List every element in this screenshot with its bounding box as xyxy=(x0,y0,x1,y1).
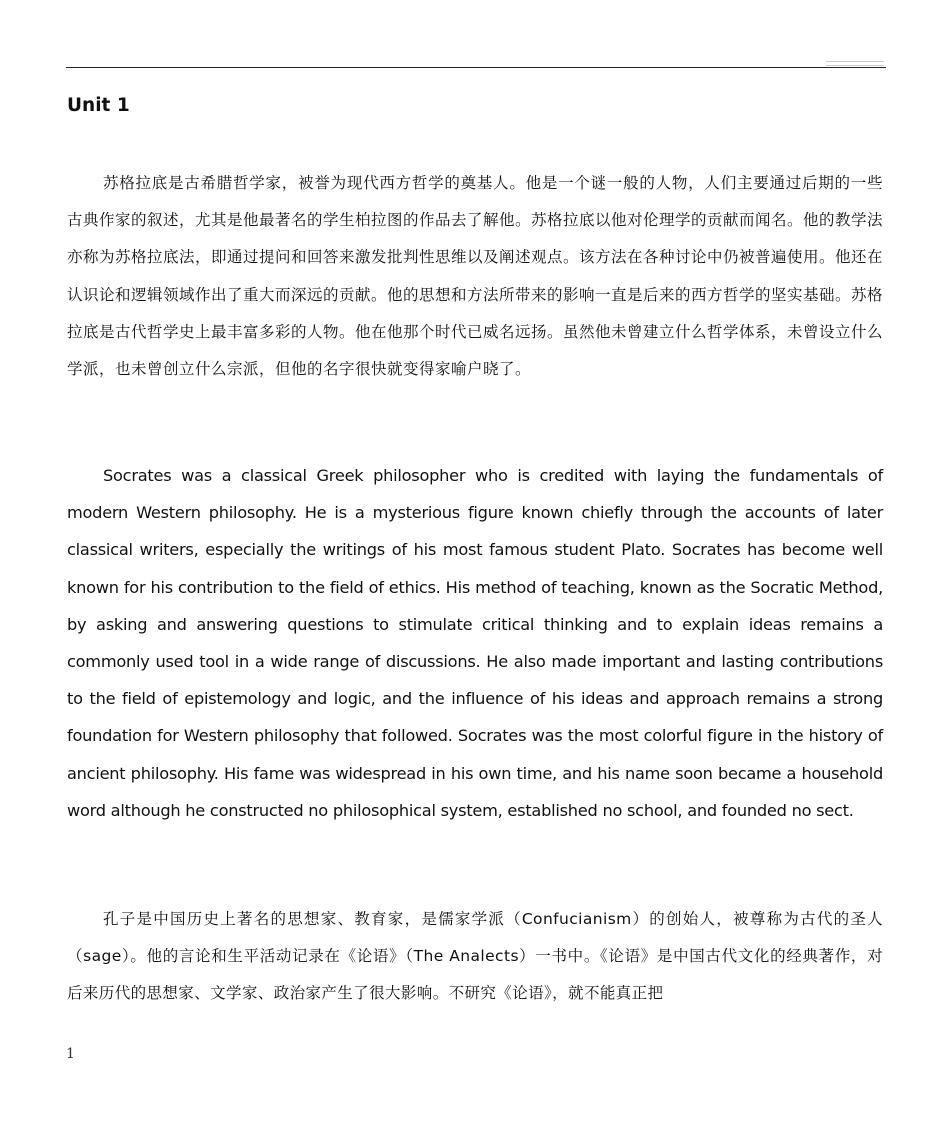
paragraph-socrates-english: Socrates was a classical Greek philosopher who is credited with laying the fundamentals of modern Western philosophy. He is a mysterious figure known chiefly through the accounts of later classical writers, especially the writings of his most famous student Plato. Socrates has become well known for his contribution to the field of ethics. His method of teaching, known as the Socratic Method, by asking and answering questions to stimulate critical thinking and to explain ideas remains a commonly used tool in a wide range of discussions. He also made important and lasting contributions to the field of epistemology and logic, and the influence of his ideas and approach remains a strong foundation for Western philosophy that followed. Socrates was the most colorful figure in the history of ancient philosophy. His fame was widespread in his own time, and his name soon became a household word although he constructed no philosophical system, established no school, and founded no sect. xyxy=(67,466,883,820)
paragraph-socrates-chinese: 苏格拉底是古希腊哲学家，被誉为现代西方哲学的奠基人。他是一个谜一般的人物，人们主要通过后期的一些古典作家的叙述，尤其是他最著名的学生柏拉图的作品去了解他。苏格拉底以他对伦理学的贡献而闻名。他的教学法亦称为苏格拉底法，即通过提问和回答来激发批判性思维以及阐述观点。该方法在各种讨论中仍被普遍使用。他还在认识论和逻辑领域作出了重大而深远的贡献。他的思想和方法所带来的影响一直是后来的西方哲学的坚实基础。苏格拉底是古代哲学史上最丰富多彩的人物。他在他那个时代已威名远扬。虽然他未曾建立什么哲学体系，未曾设立什么学派，也未曾创立什么宗派，但他的名字很快就变得家喻户晓了。 xyxy=(67,174,884,379)
page-number: 1 xyxy=(66,1046,75,1062)
unit-title: Unit 1 xyxy=(67,95,130,116)
paragraph-confucius-chinese: 孔子是中国历史上著名的思想家、教育家，是儒家学派（Confucianism）的创始人，被尊称为古代的圣人（sage）。他的言论和生平活动记录在《论语》（The Analects）一书中。《论语》是中国古代文化的经典著作，对后来历代的思想家、文学家、政治家产生了很大影响。不研究《论语》，就不能真正把 xyxy=(67,910,883,1003)
header-mark xyxy=(826,61,884,66)
header-rule xyxy=(66,67,886,68)
